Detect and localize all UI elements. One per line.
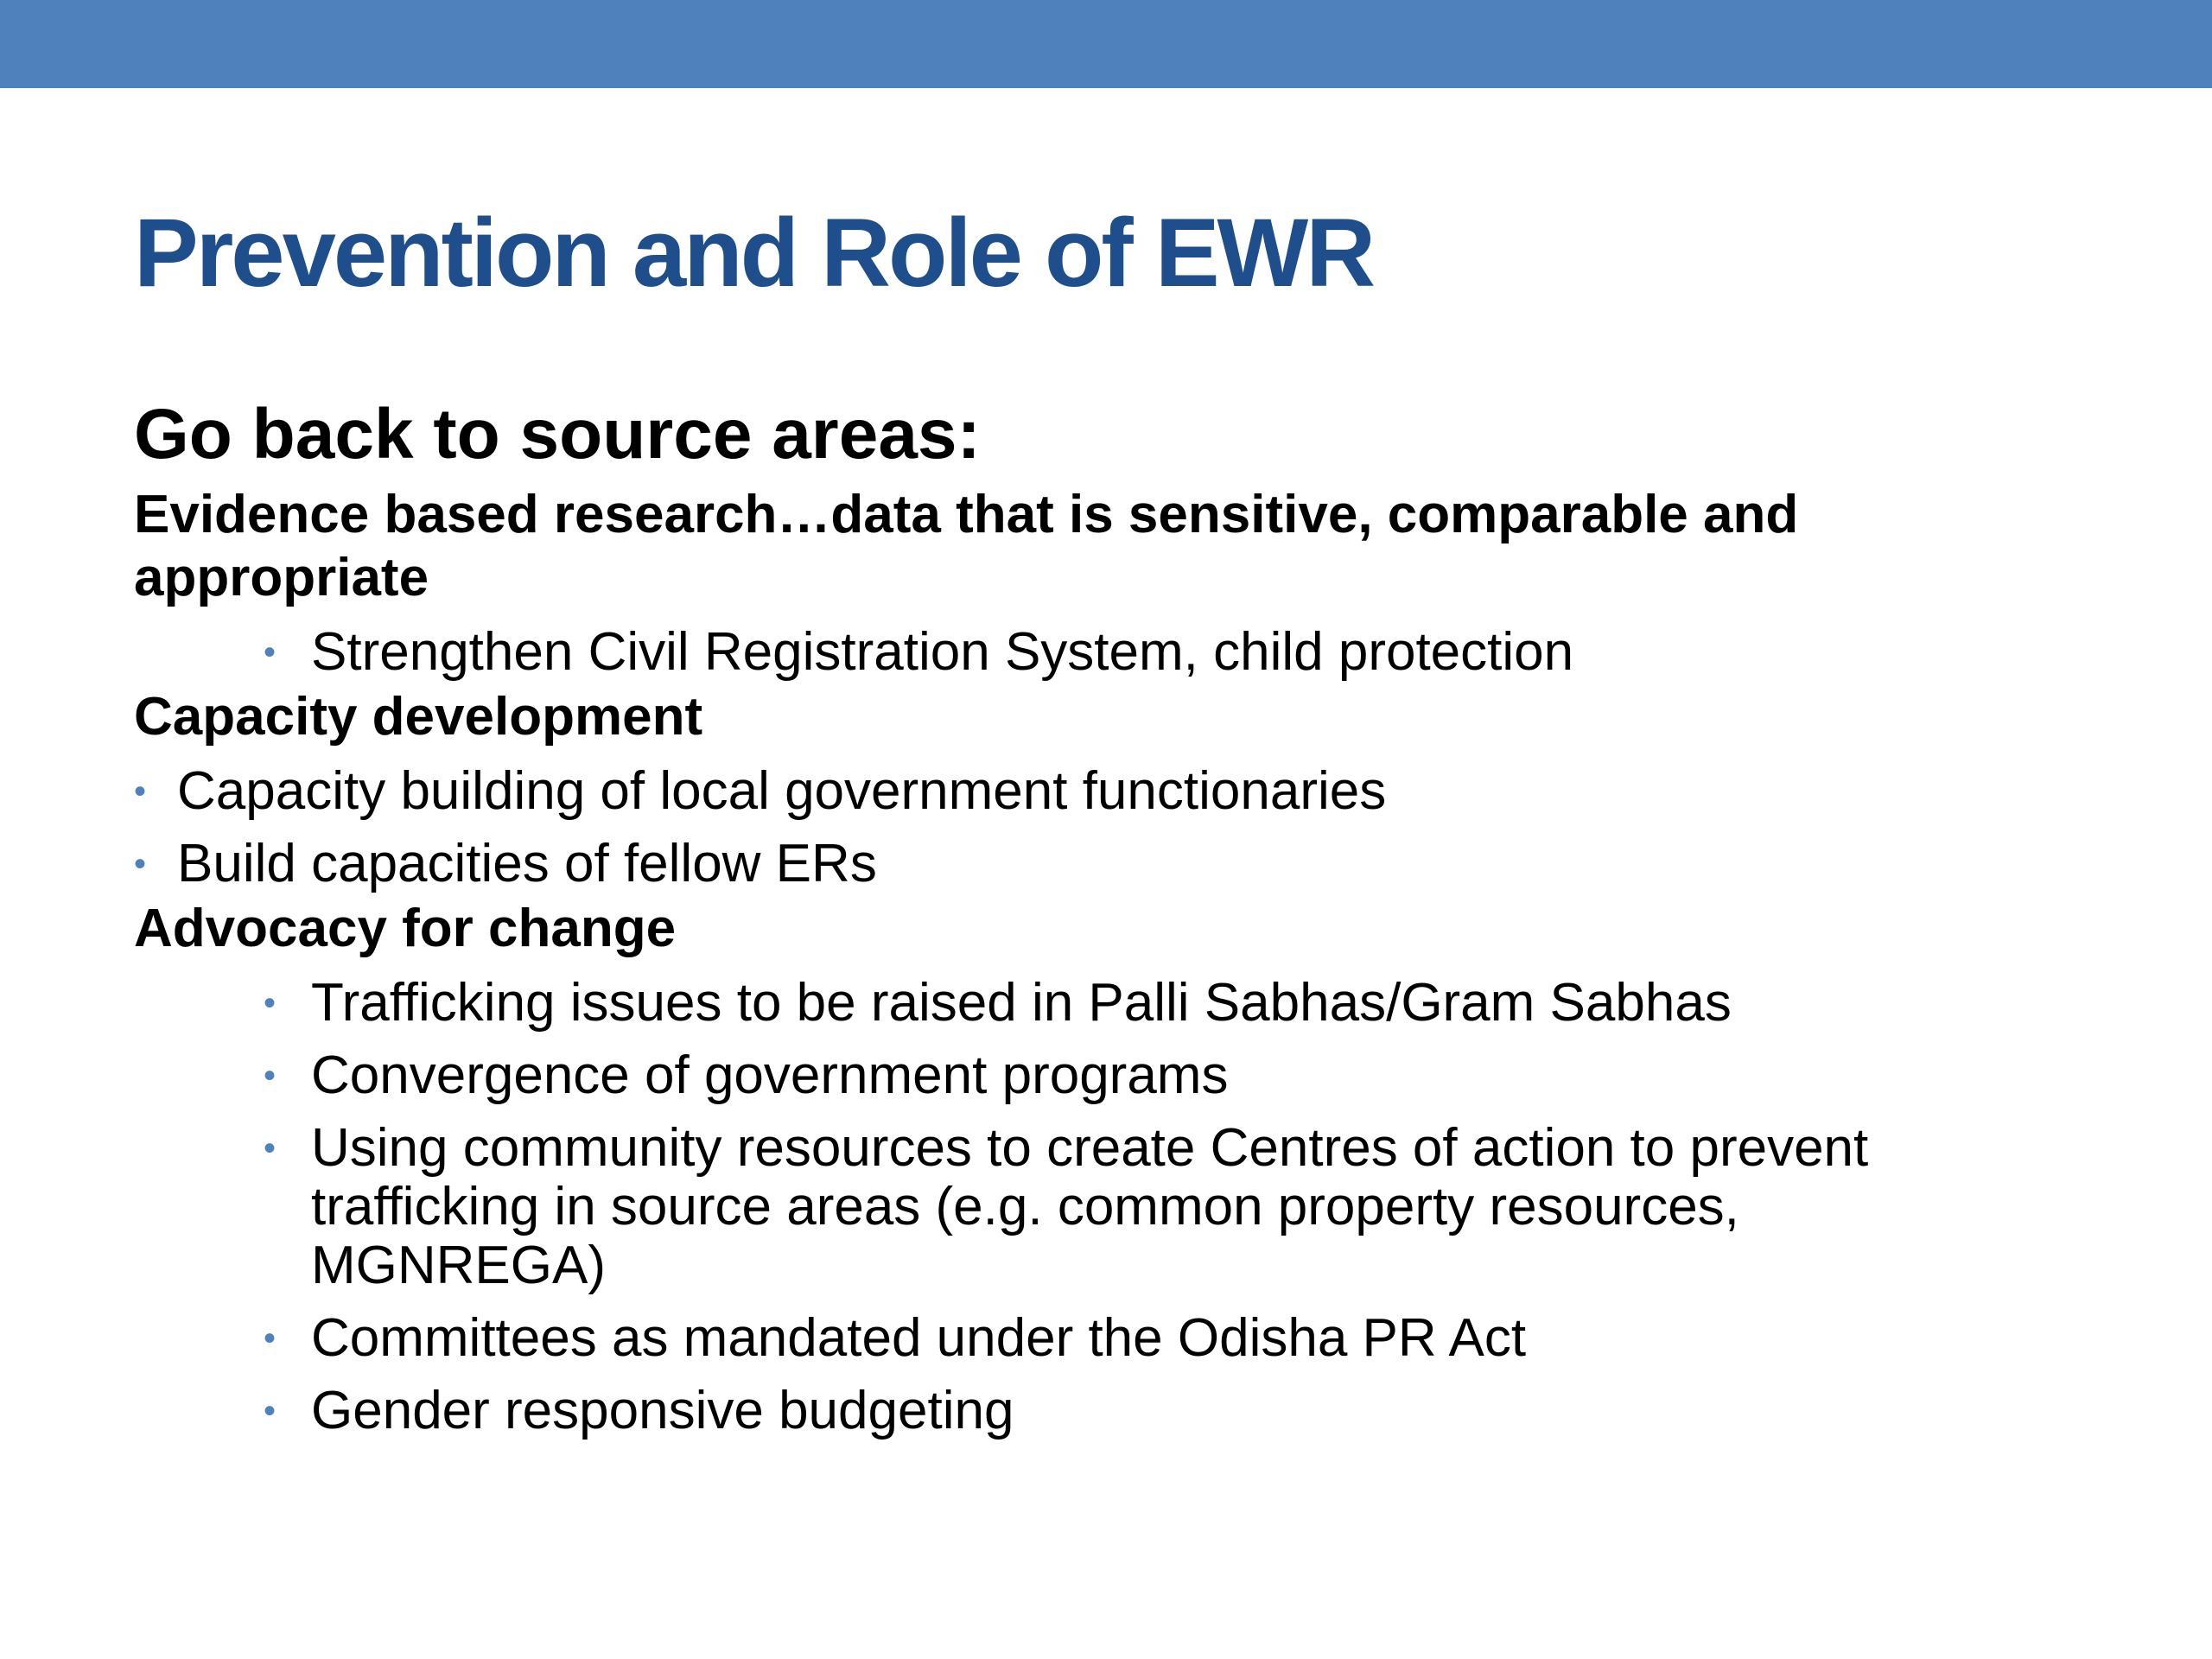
bullet-icon: • xyxy=(264,633,276,671)
section-heading-capacity: Capacity development xyxy=(134,687,703,747)
list-item: • Capacity building of local government functionaries xyxy=(134,761,1387,821)
bullet-icon: • xyxy=(264,1319,276,1357)
advocacy-list xyxy=(134,974,2121,1440)
list-item: • Strengthen Civil Registration System, child protection xyxy=(264,622,1574,682)
list-item: • Committees as mandated under the Odisha PR Act xyxy=(264,1308,1527,1368)
bullet-icon: • xyxy=(134,845,147,883)
capacity-list xyxy=(134,762,2121,893)
slide-body xyxy=(134,393,2121,1440)
list-item: • Trafficking issues to be raised in Palli Sabhas/Gram Sabhas xyxy=(264,973,1732,1033)
section-heading-research: Evidence based research…data that is sensitive, comparable and appropriate xyxy=(134,485,1799,607)
bullet-icon: • xyxy=(264,1129,276,1167)
bullet-icon: • xyxy=(264,1057,276,1095)
bullet-icon: • xyxy=(264,1392,276,1430)
list-item: • Using community resources to create Centres of action to prevent trafficking in source areas (e.g. common property resources, MGNREGA) xyxy=(264,1118,1869,1295)
research-list xyxy=(134,623,2121,682)
bullet-icon: • xyxy=(264,984,276,1022)
bullet-icon: • xyxy=(134,772,147,810)
list-item: • Convergence of government programs xyxy=(264,1046,1229,1105)
list-item: • Build capacities of fellow ERs xyxy=(134,834,877,893)
slide-title: Prevention and Role of EWR xyxy=(134,199,1374,307)
subtitle: Go back to source areas: xyxy=(134,395,981,474)
list-item: • Gender responsive budgeting xyxy=(264,1381,1014,1440)
section-heading-advocacy: Advocacy for change xyxy=(134,899,677,958)
header-bar xyxy=(0,0,2212,88)
